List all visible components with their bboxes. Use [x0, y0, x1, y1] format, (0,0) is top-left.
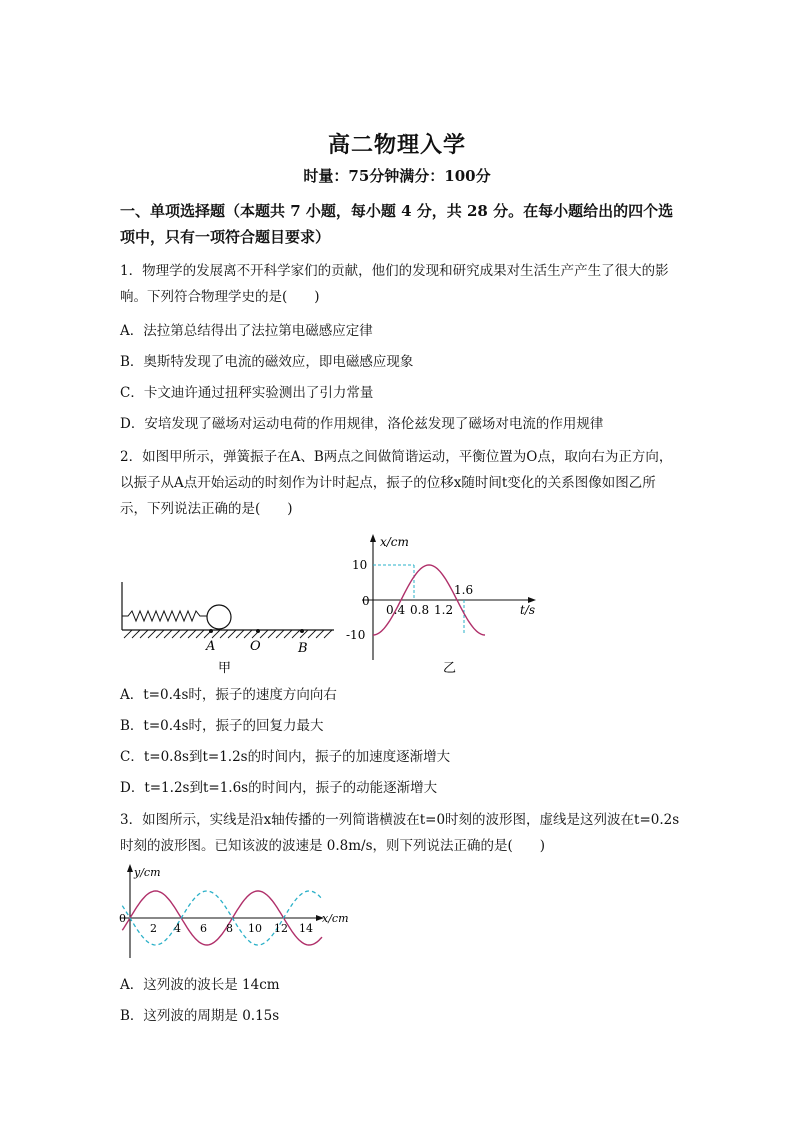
figure-spring-oscillator	[118, 570, 338, 680]
tick-label-1-2: 1.2	[434, 603, 454, 617]
tick-label-minus10: -10	[346, 628, 366, 642]
q3-option-b: B．这列波的周期是 0.15s	[120, 1008, 280, 1024]
wave-tick-2: 2	[150, 922, 157, 935]
q1-option-c: C．卡文迪许通过扭秤实验测出了引力常量	[120, 385, 374, 401]
wave-tick-8: 8	[226, 922, 233, 935]
figure-wave-graph	[116, 862, 356, 962]
q2-option-b: B．t=0.4s时，振子的回复力最大	[120, 718, 324, 734]
figure-x-t-graph	[340, 532, 560, 680]
tick-label-10: 10	[352, 558, 368, 572]
wave-tick-14: 14	[299, 922, 313, 935]
wave-tick-6: 6	[200, 922, 207, 935]
x-axis-label: t/s	[520, 603, 536, 617]
wave-tick-12: 12	[274, 922, 288, 935]
figure-caption-yi: 乙	[443, 661, 457, 676]
q1-option-b: B．奥斯特发现了电流的磁效应，即电磁感应现象	[120, 354, 414, 370]
q3-option-a: A．这列波的波长是 14cm	[120, 977, 280, 993]
page-title: 高二物理入学	[327, 132, 466, 158]
wave-origin-label: 0	[119, 912, 126, 925]
q1-option-d: D．安培发现了磁场对运动电荷的作用规律，洛伦兹发现了磁场对电流的作用规律	[120, 416, 604, 432]
wave-tick-10: 10	[248, 922, 262, 935]
q1-option-a: A．法拉第总结得出了法拉第电磁感应定律	[120, 323, 373, 339]
spring	[122, 611, 208, 621]
q2-option-a: A．t=0.4s时，振子的速度方向向右	[120, 687, 337, 703]
q3-stem: 3．如图所示，实线是沿x轴传播的一列简谐横波在t=0时刻的波形图，虚线是这列波在t=0.2s时刻的波形图。已知该波的波速是 0.8m/s，则下列说法正确的是( )	[120, 812, 680, 854]
wave-tick-4: 4	[174, 922, 181, 935]
q1-stem: 1．物理学的发展离不开科学家们的贡献，他们的发现和研究成果对生活生产产生了很大的影响。下列符合物理学史的是( )	[120, 263, 669, 305]
origin-label: 0	[362, 594, 370, 608]
tick-label-1-6: 1.6	[454, 583, 474, 597]
wave-x-axis-label: x/cm	[322, 912, 349, 925]
figure-caption-jia: 甲	[218, 661, 232, 676]
tick-label-0-4: 0.4	[386, 603, 406, 617]
tick-label-0-8: 0.8	[410, 603, 430, 617]
point-label-b: B	[298, 641, 308, 656]
q2-option-c: C．t=0.8s到t=1.2s的时间内，振子的加速度逐渐增大	[120, 749, 451, 765]
exam-meta: 时量：75分钟满分：100分	[303, 167, 491, 185]
oscillator-ball	[207, 605, 231, 629]
y-axis-label: x/cm	[380, 535, 409, 549]
q2-stem: 2．如图甲所示，弹簧振子在A、B两点之间做简谐运动，平衡位置为O点，取向右为正方向，以振子从A点开始运动的时刻作为计时起点，振子的位移x随时间t变化的关系图像如图乙所示，下列说法正确的是( )	[120, 449, 673, 517]
q2-option-d: D．t=1.2s到t=1.6s的时间内，振子的动能逐渐增大	[120, 780, 438, 796]
wave-y-axis-label: y/cm	[134, 866, 161, 879]
point-label-a: A	[206, 639, 216, 654]
point-label-o: O	[250, 639, 261, 654]
section-heading: 一、单项选择题（本题共 7 小题，每小题 4 分，共 28 分。在每小题给出的四个选项中，只有一项符合题目要求）	[120, 202, 674, 246]
